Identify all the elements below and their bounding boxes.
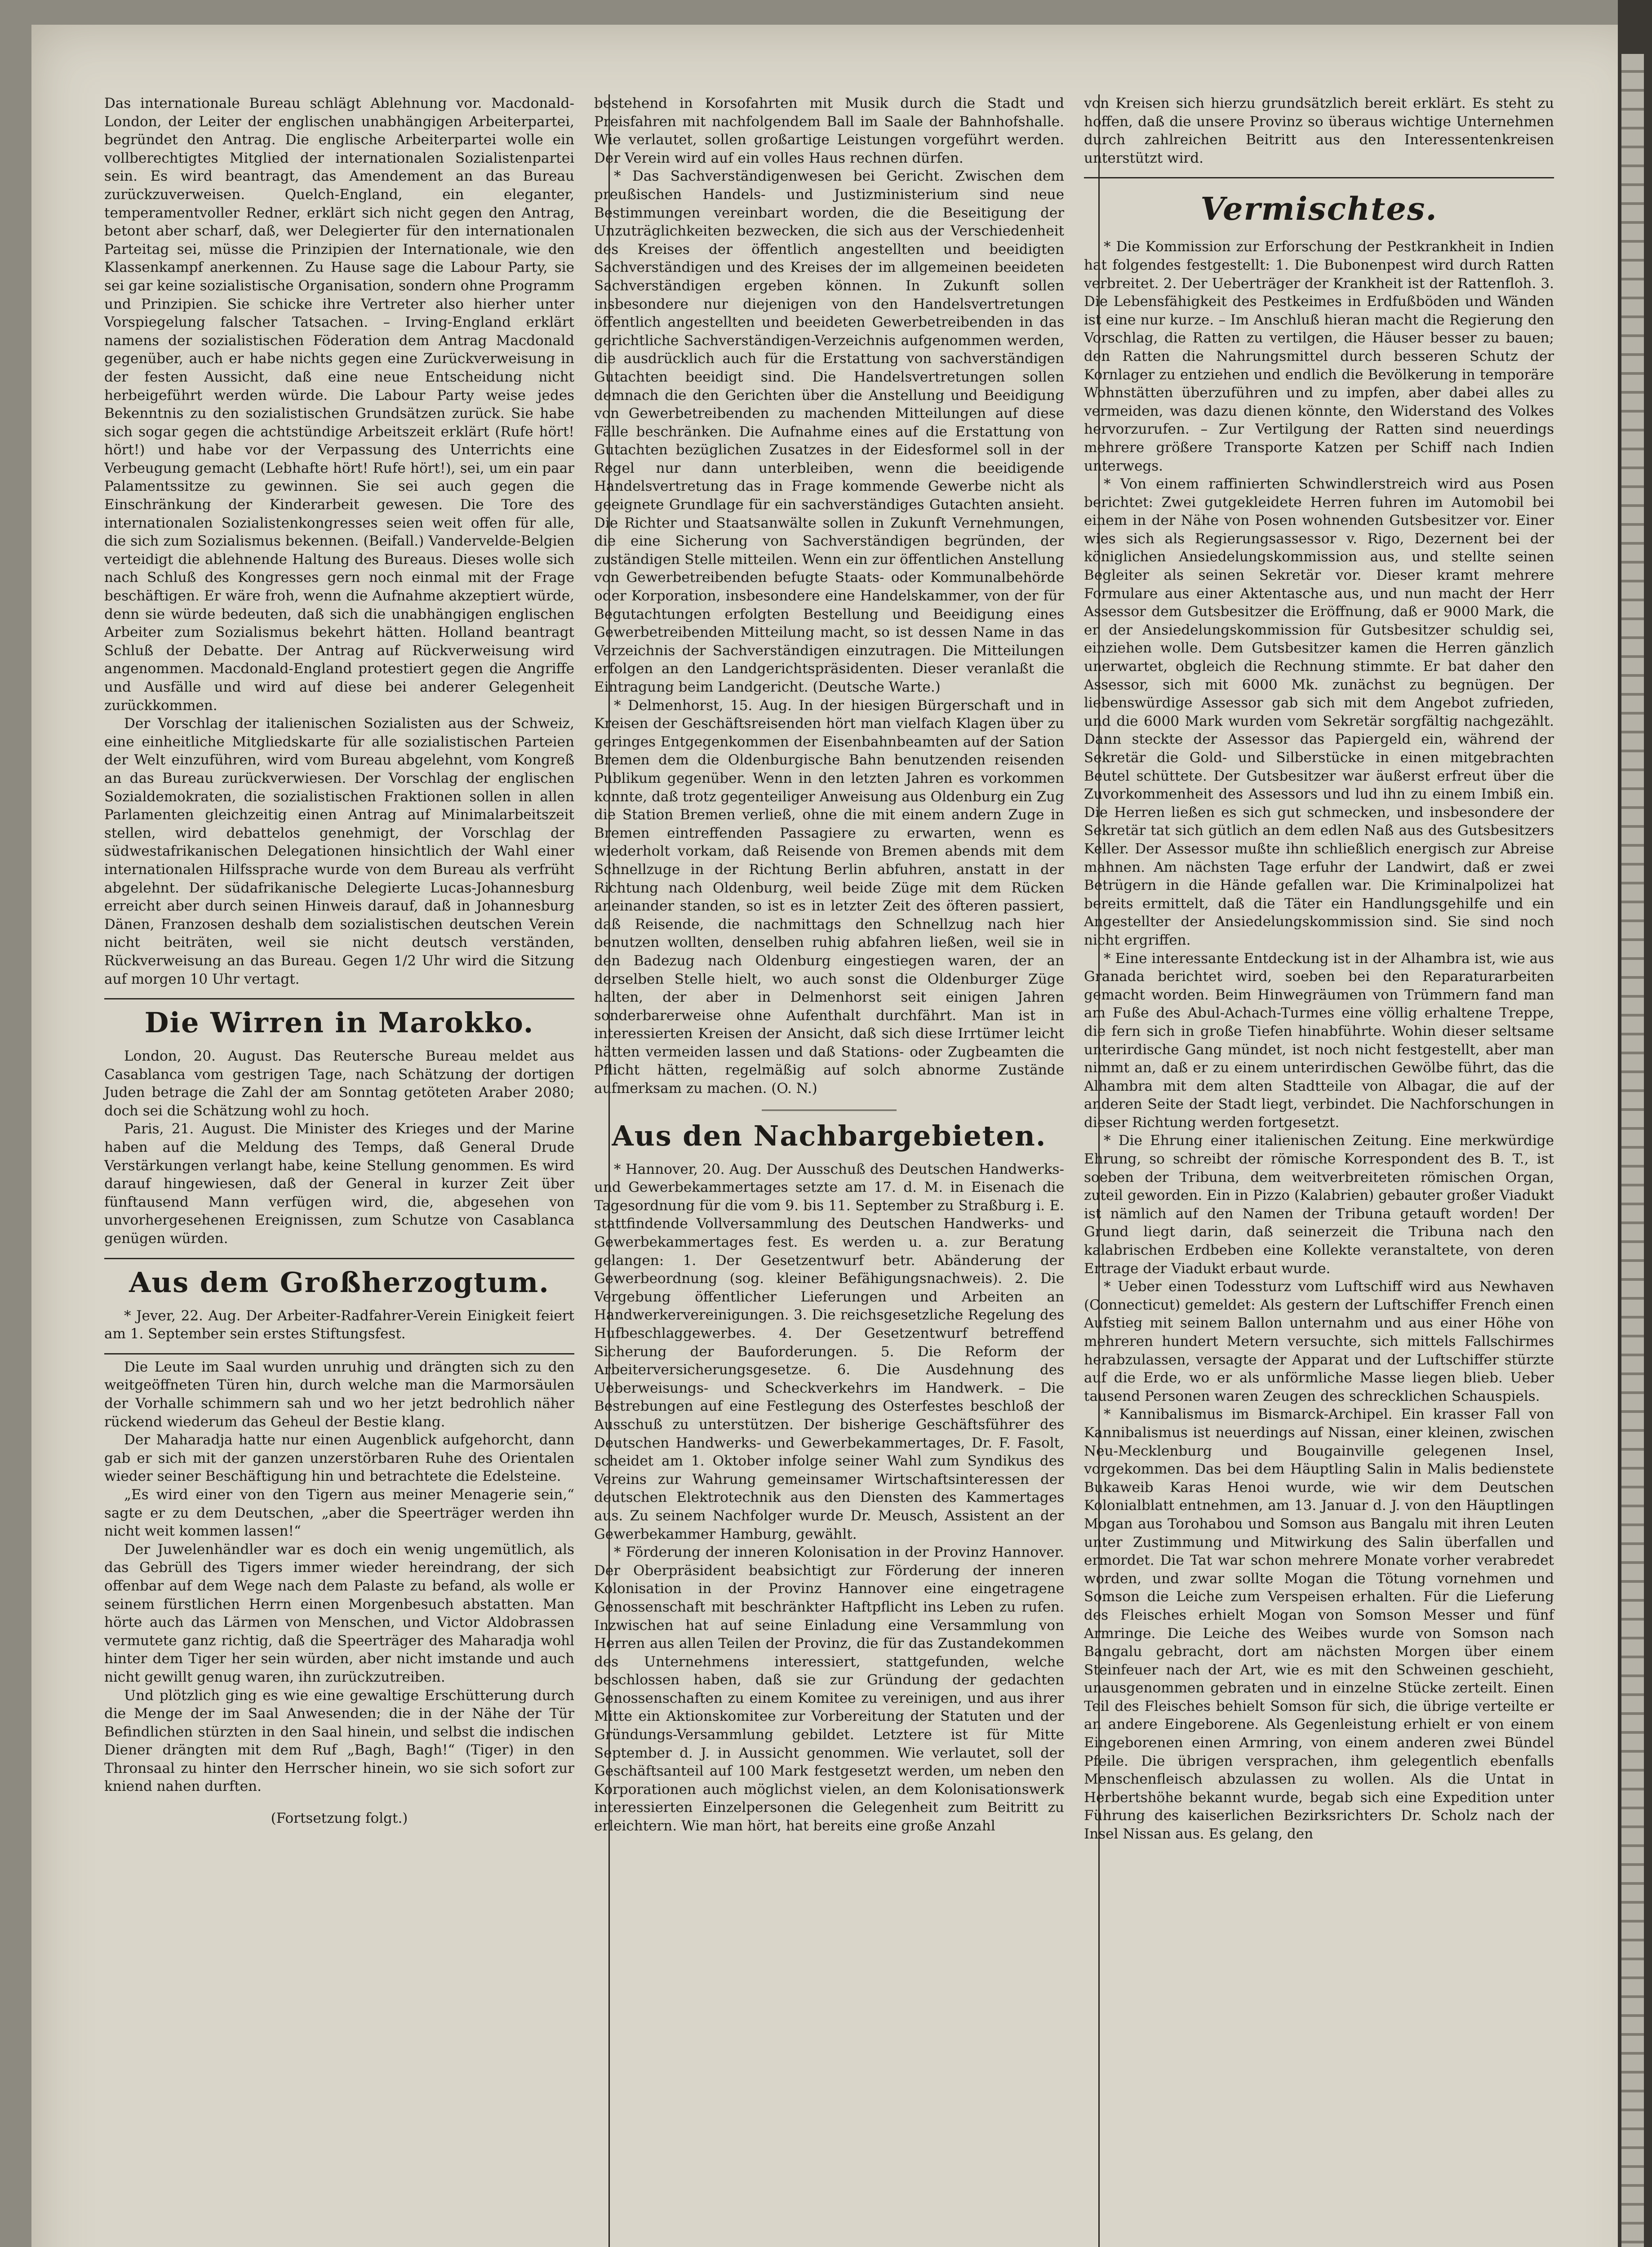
article-paragraph: Und plötzlich ging es wie eine gewaltige Erschütterung durch die Menge der im Saal Anwesenden; die in der Nähe der Tür Befindlichen stürzten in den Saal hinein, und selbst die indischen Diener drängten mit dem Ruf „Bagh, Bagh!“ (Tiger) in den Thronsaal zu hinter den Herrscher hinein, wo sie sich sofort zur kniend nahen durften. xyxy=(104,1687,574,1795)
article-paragraph: * Das Sachverständigenwesen bei Gericht. Zwischen dem preußischen Handels- und Justizministerium sind neue Bestimmungen vereinbart worden, die die Beseitigung der Unzuträglichkeiten bezwecken, die sich aus der Verschiedenheit des Kreises der öffentlich angestellten und beeidigten Sachverständigen und des Kreises der im allgemeinen beeideten Sachverständigen ergeben können. In Zukunft sollen insbesondere nur diejenigen von den Handelsvertretungen öffentlich angestellten und beeideten Gewerbetreibenden in das gerichtliche Sachverständigen-Verzeichnis aufgenommen werden, die ausdrücklich auch für die Erstattung von sachverständigen Gutachten beeidigt sind. Die Handelsvertretungen sollen demnach die den Gerichten über die Anstellung und Beeidigung von Gewerbetreibenden zu machenden Mitteilungen auf diese Fälle beschränken. Die Aufnahme eines auf die Erstattung von Gutachten bezüglichen Zusatzes in der Eidesformel soll in der Regel nur dann unterbleiben, wenn die beeidigende Handelsvertretung das in Frage kommende Gewerbe nicht als geeignete Grundlage für ein sachverständiges Gutachten ansieht. Die Richter und Staatsanwälte sollen in Zukunft Vernehmungen, die eine Sicherung von Sachverständigen begründen, der zuständigen Stelle mitteilen. Wenn ein zur öffentlichen Anstellung von Gewerbetreibenden befugte Staats- oder Kommunalbehörde oder Korporation, insbesondere eine Handelskammer, von der für Begutachtungen erfolgten Bestellung und Beeidigung eines Gewerbetreibenden Mitteilung macht, so ist dessen Name in das Verzeichnis der Sachverständigen einzutragen. Die Mitteilungen erfolgen an den Landgerichtspräsidenten. Dieser veranlaßt die Eintragung beim Landgericht. (Deutsche Warte.) xyxy=(594,168,1064,695)
adjacent-page-edge xyxy=(1618,0,1652,2247)
section-rule xyxy=(104,1258,574,1259)
article-paragraph: * Delmenhorst, 15. Aug. In der hiesigen Bürgerschaft und in Kreisen der Geschäftsreisenden hört man vielfach Klagen über zu geringes Entgegenkommen der Eisenbahnbeamten auf der Sation Bremen dem die Oldenburgische Bahn benutzenden reisenden Publikum gegenüber. Wenn in den letzten Jahren es vorkommen konnte, daß trotz gegenteiliger Anweisung aus Oldenburg ein Zug die Station Bremen verließ, ohne die mit einem andern Zuge in Bremen eintreffenden Passagiere zu erwarten, wenn es wiederholt vorkam, daß Reisende von Bremen abends mit dem Schnellzuge in der Richtung Berlin abfuhren, anstatt in der Richtung nach Oldenburg, weil beide Züge mit dem Rücken aneinander standen, so ist es in letzter Zeit des öfteren passiert, daß Reisende, die nachmittags den Schnellzug nach hier benutzen wollten, denselben ruhig abfahren ließen, weil sie in den Badezug nach Oldenburg eingestiegen waren, der an derselben Stelle hielt, wo auch sonst die Oldenburger Züge halten, der aber in Delmenhorst seit einigen Jahren sonderbarerweise ohne Aufenthalt durchfährt. Man ist in interessierten Kreisen der Ansicht, daß sich diese Irrtümer leicht hätten vermeiden lassen und daß Stations- oder Zugbeamten die Pflicht hätten, regelmäßig auf solch abnorme Zustände aufmerksam zu machen. (O. N.) xyxy=(594,697,1064,1097)
article-paragraph: * Von einem raffinierten Schwindlerstreich wird aus Posen berichtet: Zwei gutgekleidete Herren fuhren im Automobil bei einem in der Nähe von Posen wohnenden Gutsbesitzer vor. Einer wies sich als Regierungsassessor v. Rigo, Dezernent bei der königlichen Ansiedelungskommission aus, und stellte seinen Begleiter als seinen Sekretär vor. Dieser kramt mehrere Formulare aus einer Aktentasche aus, und nun macht der Herr Assessor dem Gutsbesitzer die Eröffnung, daß er 9000 Mark, die er der Ansiedelungskommission für Gutsbesitzer schuldig sei, einziehen wolle. Dem Gutsbesitzer kamen die Herren gänzlich unerwartet, obgleich die Rechnung stimmte. Er bat daher den Assessor, sich mit 6000 Mk. zunächst zu begnügen. Der liebenswürdige Assessor gab sich mit dem Angebot zufrieden, und die 6000 Mark wurden vom Sekretär sorgfältig nachgezählt. Dann steckte der Assessor das Papiergeld ein, während der Sekretär die Gold- und Silberstücke in einen mitgebrachten Beutel schüttete. Der Gutsbesitzer war äußerst erfreut über die Zuvorkommenheit des Assessors und lud ihn zu einem Imbiß ein. Die Herren ließen es sich gut schmecken, und insbesondere der Sekretär tat sich gütlich an dem edlen Naß aus des Gutsbesitzers Keller. Der Assessor mußte ihn schließlich energisch zur Abreise mahnen. Am nächsten Tage erfuhr der Landwirt, daß er zwei Betrügern in die Hände gefallen war. Die Kriminalpolizei hat bereits ermittelt, daß die Täter ein Handlungsgehilfe und ein Angestellter der Ansiedelungskommission sind. Sie sind noch nicht ergriffen. xyxy=(1084,476,1554,948)
article-paragraph: * Ueber einen Todessturz vom Luftschiff wird aus Newhaven (Connecticut) gemeldet: Als gestern der Luftschiffer French einen Aufstieg mit seinem Ballon unternahm und aus einer Höhe von mehreren hundert Metern versuchte, sich mittels Fallschirmes herabzulassen, versagte der Apparat und der Luftschiffer stürzte auf die Erde, wo er als unförmliche Masse liegen blieb. Ueber tausend Personen waren Zeugen des schrecklichen Schauspiels. xyxy=(1084,1279,1554,1404)
section-rule xyxy=(1084,177,1554,178)
article-paragraph: London, 20. August. Das Reutersche Bureau meldet aus Casablanca vom gestrigen Tage, nach Schätzung der dortigen Juden betrage die Zahl der am Sonntag getöteten Araber 2080; doch sei die Schätzung wohl zu hoch. xyxy=(104,1048,574,1119)
article-paragraph: Die Leute im Saal wurden unruhig und drängten sich zu den weitgeöffneten Türen hin, durch welche man die Marmorsäulen der Vorhalle schimmern sah und wo her jetzt bedrohlich näher rückend wiederum das Geheul der Bestie klang. xyxy=(104,1359,574,1430)
article-paragraph: Das internationale Bureau schlägt Ablehnung vor. Macdonald-London, der Leiter der englischen unabhängigen Arbeiterpartei, begründet den Antrag. Die englische Arbeiterpartei wolle ein vollberechtigtes Mitglied der internationalen Sozialistenpartei sein. Es wird beantragt, das Amendement an das Bureau zurückzuverweisen. Quelch-England, ein eleganter, temperamentvoller Redner, erklärt sich nicht gegen den Antrag, betont aber scharf, daß, wer Delegierter für den internationalen Parteitag sei, müsse die Prinzipien der Internationale, wie den Klassenkampf anerkennen. Zu Hause sage die Labour Party, sie sei gar keine sozialistische Organisation, sondern ohne Programm und Prinzipien. Sie schicke ihre Vertreter also hierher unter Vorspiegelung falscher Tatsachen. – Irving-England erklärt namens der sozialistischen Föderation dem Antrag Macdonald gegenüber, auch er habe nichts gegen eine Zurückverweisung in der festen Aussicht, daß eine neue Entscheidung nicht herbeigeführt werden würde. Die Labour Party weise jedes Bekenntnis zu den sozialistischen Grundsätzen zurück. Sie habe sich sogar gegen die achtstündige Arbeitszeit erklärt (Rufe hört! hört!) und habe vor der Verpassung des Unterrichts eine Verbeugung gemacht (Lebhafte hört! Rufe hört!), sei, um ein paar Palamentssitze zu gewinnen. Sie sei auch gegen die Einschränkung der Kinderarbeit gewesen. Die Tore des internationalen Sozialistenkongresses seien weit offen für alle, die sich zum Sozialismus bekennen. (Beifall.) Vandervelde-Belgien verteidigt die ablehnende Haltung des Bureaus. Dieses wolle sich nach Schluß des Kongresses gern noch einmal mit der Frage beschäftigen. Er wäre froh, wenn die Aufnahme akzeptiert würde, denn sie würde bedeuten, daß sich die unabhängigen englischen Arbeiter zum Sozialismus bekehrt hätten. Holland beantragt Schluß der Debatte. Der Antrag auf Rückverweisung wird angenommen. Macdonald-England protestiert gegen die Angriffe und Ausfälle und wird auf diese bei anderer Gelegenheit zurückkommen. xyxy=(104,95,574,714)
article-paragraph: * Die Ehrung einer italienischen Zeitung. Eine merkwürdige Ehrung, so schreibt der römische Korrespondent des B. T., ist soeben der Tribuna, dem weitverbreiteten römischen Organ, zuteil geworden. Ein in Pizzo (Kalabrien) gebauter großer Viadukt ist nämlich auf den Namen der Tribuna getauft worden! Der Grund liegt darin, daß seinerzeit die Tribuna nach den kalabrischen Erdbeben eine Kollekte veranstaltete, von deren Ertrage der Viadukt erbaut wurde. xyxy=(1084,1132,1554,1277)
section-rule xyxy=(104,998,574,999)
article-paragraph: Der Vorschlag der italienischen Sozialisten aus der Schweiz, eine einheitliche Mitgliedskarte für alle sozialistischen Parteien der Welt einzuführen, wird vom Bureau abgelehnt, vom Kongreß an das Bureau zurückverwiesen. Der Vorschlag der englischen Sozialdemokraten, die sozialistischen Fraktionen sollen in allen Parlamenten gleichzeitig einen Antrag auf Minimalarbeitszeit stellen, wird debattelos genehmigt, der Vorschlag der südwestafrikanischen Delegationen hinsichtlich der Wahl einer internationalen Hilfssprache wurde von dem Bureau als verfrüht abgelehnt. Der südafrikanische Delegierte Lucas-Johannesburg erreicht aber durch seinen Hinweis darauf, daß in Johannesburg Dänen, Franzosen deshalb dem sozialistischen deutschen Verein nicht beiträten, weil sie nicht deutsch verständen, Rückverweisung an das Bureau. Gegen 1/2 Uhr wird die Sitzung auf morgen 10 Uhr vertagt. xyxy=(104,715,574,987)
column-right xyxy=(1074,94,1564,2247)
adjacent-page-text-strip xyxy=(1621,54,1644,2247)
section-heading: Aus dem Großherzogtum. xyxy=(129,1266,550,1299)
article-paragraph: Der Maharadja hatte nur einen Augenblick aufgehorcht, dann gab er sich mit der ganzen unzerstörbaren Ruhe des Orientalen wieder seiner Beschäftigung hin und betrachtete die Edelsteine. xyxy=(104,1432,574,1485)
article-paragraph: * Eine interessante Entdeckung ist in der Alhambra ist, wie aus Granada berichtet wird, soeben bei den Reparaturarbeiten gemacht worden. Beim Hinwegräumen von Trümmern fand man am Fuße des Abul-Achach-Turmes eine völlig erhaltene Treppe, die fern sich in große Tiefen hinabführte. Wohin dieser seltsame unterirdische Gang mündet, ist noch nicht festgestellt, aber man nimmt an, daß er zu einem unterirdischen Gewölbe führt, das die Alhambra mit dem alten Stadtteile von Albagar, die auf der anderen Seite der Stadt liegt, verbindet. Die Nachforschungen in dieser Richtung werden fortgesetzt. xyxy=(1084,950,1554,1131)
column-middle xyxy=(584,94,1074,2247)
ornament-rule xyxy=(594,1104,1064,1113)
section-rule xyxy=(104,1353,574,1354)
section-heading: Die Wirren in Marokko. xyxy=(144,1006,534,1039)
article-paragraph: * Hannover, 20. Aug. Der Ausschuß des Deutschen Handwerks- und Gewerbekammertages setzte am 17. d. M. in Eisenach die Tagesordnung für die vom 9. bis 11. September zu Straßburg i. E. stattfindende Vollversammlung des Deutschen Handwerks- und Gewerbekammertages fest. Es werden u. a. zur Beratung gelangen: 1. Der Gesetzentwurf betr. Abänderung der Gewerbeordnung (sog. kleiner Befähigungsnachweis). 2. Die Vergebung öffentlicher Lieferungen und Arbeiten an Handwerkervereinigungen. 3. Die reichsgesetzliche Regelung des Hufbeschlaggewerbes. 4. Der Gesetzentwurf betreffend Sicherung der Bauforderungen. 5. Die Reform der Arbeiterversicherungsgesetze. 6. Die Ausdehnung des Ueberweisungs- und Scheckverkehrs im Handwerk. – Die Bestrebungen auf eine Festlegung des Osterfestes beschloß der Ausschuß zu unterstützen. Der bisherige Geschäftsführer des Deutschen Handwerks- und Gewerbekammertages, Dr. F. Fasolt, scheidet am 1. Oktober infolge seiner Wahl zum Syndikus des Vereins zur Wahrung gemeinsamer Wirtschaftsinteressen der deutschen Elektrotechnik aus den Diensten des Kammertages aus. Zu seinem Nachfolger wurde Dr. Meusch, Assistent an der Gewerbekammer Hamburg, gewählt. xyxy=(594,1161,1064,1542)
article-paragraph: von Kreisen sich hierzu grundsätzlich bereit erklärt. Es steht zu hoffen, daß die unsere Provinz so überaus wichtige Unternehmen durch zahlreichen Beitritt aus den Interessentenkreisen unterstützt wird. xyxy=(1084,95,1554,166)
article-paragraph: * Die Kommission zur Erforschung der Pestkrankheit in Indien hat folgendes festgestellt: 1. Die Bubonenpest wird durch Ratten verbreitet. 2. Der Ueberträger der Krankheit ist der Rattenfloh. 3. Die Lebensfähigkeit des Pestkeimes in Erdfußböden und Wänden ist eine nur kurze. – Im Anschluß hieran macht die Regierung den Vorschlag, die Ratten zu vertilgen, die Häuser besser zu bauen; den Ratten die Nahrungsmittel durch besseren Schutz der Kornlager zu entziehen und endlich die Bevölkerung in temporäre Wohnstätten überzuführen und zu impfen, aber dabei alles zu vermeiden, was dazu dienen könnte, den Widerstand des Volkes hervorzurufen. – Zur Vertilgung der Ratten sind neuerdings mehrere größere Transporte Katzen per Schiff nach Indien unterwegs. xyxy=(1084,239,1554,474)
article-paragraph: * Jever, 22. Aug. Der Arbeiter-Radfahrer-Verein Einigkeit feiert am 1. September sein erstes Stiftungsfest. xyxy=(104,1307,574,1342)
article-paragraph: * Kannibalismus im Bismarck-Archipel. Ein krasser Fall von Kannibalismus ist neuerdings auf Nissan, einer kleinen, zwischen Neu-Mecklenburg und Bougainville gelegenen Insel, vorgekommen. Das bei dem Häuptling Salin in Malis bedienstete Bukaweib Karas Henoi wurde, wie wir dem Deutschen Kolonialblatt entnehmen, am 13. Januar d. J. von den Häuptlingen Mogan aus Torohabou und Somson aus Bangalu mit ihren Leuten unter Zustimmung und Mitwirkung des Salin überfallen und ermordet. Die Tat war schon mehrere Monate vorher verabredet worden, und zwar sollte Mogan die Tötung vornehmen und Somson die Leiche zum Verspeisen erhalten. Für die Lieferung des Fleisches erhielt Mogan von Somson Messer und fünf Armringe. Die Leiche des Weibes wurde von Somson nach Bangalu gebracht, dort am nächsten Morgen über einem Steinfeuer nach der Art, wie es mit den Schweinen geschieht, unausgenommen gebraten und in einzelne Stücke zerteilt. Einen Teil des Fleisches behielt Somson für sich, die übrige verteilte er an andere Eingeborene. Als Gegenleistung erhielt er von einem Eingeborenen einen Armring, von einem anderen zwei Bündel Pfeile. Die übrigen versprachen, ihm gelegentlich ebenfalls Menschenfleisch abzulassen zu wollen. Als die Untat in Herbertshöhe bekannt wurde, begab sich eine Expedition unter Führung des kaiserlichen Bezirksrichters Dr. Scholz nach der Insel Nissan aus. Es gelang, den xyxy=(1084,1406,1554,1843)
section-heading: Vermischtes. xyxy=(1200,190,1438,228)
section-heading: Aus den Nachbargebieten. xyxy=(612,1119,1047,1152)
article-paragraph: „Es wird einer von den Tigern aus meiner Menagerie sein,“ sagte er zu dem Deutschen, „aber die Speerträger werden ihn nicht weit kommen lassen!“ xyxy=(104,1486,574,1540)
column-left xyxy=(94,94,584,2247)
newspaper-page xyxy=(94,94,1564,2247)
article-paragraph: Der Juwelenhändler war es doch ein wenig ungemütlich, als das Gebrüll des Tigers immer wieder hereindrang, der sich offenbar auf dem Wege nach dem Palaste zu befand, als wolle er seinem fürstlichen Herrn einen Morgenbesuch abstatten. Man hörte auch das Lärmen von Menschen, und Victor Aldobrassen vermutete ganz richtig, daß die Speerträger des Maharadja wohl hinter dem Tiger her sein würden, aber nicht imstande und auch nicht gewillt genug waren, ihn zurückzutreiben. xyxy=(104,1541,574,1685)
article-paragraph: bestehend in Korsofahrten mit Musik durch die Stadt und Preisfahren mit nachfolgendem Ball im Saale der Bahnhofshalle. Wie verlautet, sollen großartige Leistungen vorgeführt werden. Der Verein wird auf ein volles Haus rechnen dürfen. xyxy=(594,95,1064,166)
ornament-line xyxy=(762,1110,897,1111)
article-paragraph: * Förderung der inneren Kolonisation in der Provinz Hannover. Der Oberpräsident beabsichtigt zur Förderung der inneren Kolonisation in der Provinz Hannover eine eingetragene Genossenschaft mit beschränkter Haftpflicht ins Leben zu rufen. Inzwischen hat auf seine Einladung eine Versammlung von Herren aus allen Teilen der Provinz, die für das Zustandekommen des Unternehmens interessiert, stattgefunden, welche beschlossen haben, daß sie zur Gründung der gedachten Genossenschaften zu einem Komitee zu vereinigen, und aus ihrer Mitte ein Aktionskomitee zur Vorbereitung der Statuten und der Gründungs-Versammlung gebildet. Letztere ist für Mitte September d. J. in Aussicht genommen. Wie verlautet, soll der Geschäftsanteil auf 100 Mark festgesetzt werden, um neben den Korporationen auch möglichst vielen, an dem Kolonisationswerk interessierten Einzelpersonen die Gelegenheit zum Beitritt zu erleichtern. Wie man hört, hat bereits eine große Anzahl xyxy=(594,1544,1064,1834)
continuation-note: (Fortsetzung folgt.) xyxy=(271,1810,408,1827)
article-paragraph: Paris, 21. August. Die Minister des Krieges und der Marine haben auf die Meldung des Temps, daß General Drude Verstärkungen verlangt habe, keine Stellung genommen. Es wird darauf hingewiesen, daß der General in kurzer Zeit über fünftausend Mann verfügen wird, die, abgesehen von unvorhergesehenen Ereignissen, zum Schutze von Casablanca genügen würden. xyxy=(104,1121,574,1247)
